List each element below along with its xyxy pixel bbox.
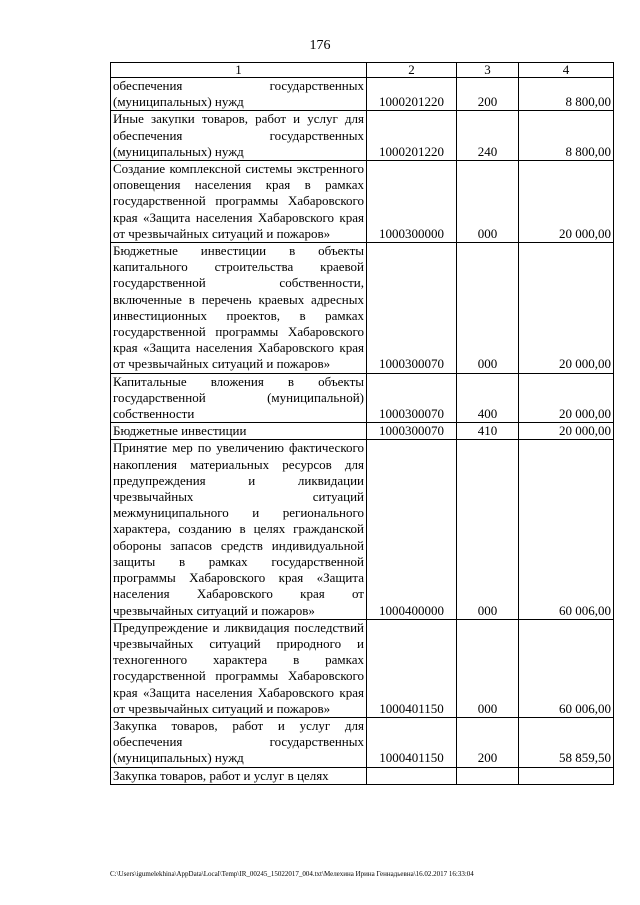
row-amount: 60 006,00: [519, 619, 614, 717]
row-name: Создание комплексной системы экстренного оповещения населения края в рамках государственной программы Хабаровского края «Защита населения Хабаровского края от чрезвычайных ситуаций и пожаров»: [111, 161, 367, 243]
row-code: 1000401150: [367, 619, 457, 717]
row-code: [367, 767, 457, 784]
table-row: [111, 78, 614, 111]
row-name: Закупка товаров, работ и услуг для обеспечения государственных (муниципальных) нужд: [111, 717, 367, 767]
table-row: [111, 619, 614, 717]
row-name: Иные закупки товаров, работ и услуг для обеспечения государственных (муниципальных) нужд: [111, 111, 367, 161]
row-amount: 20 000,00: [519, 161, 614, 243]
page-number: 176: [309, 38, 331, 53]
row-type: 200: [457, 717, 519, 767]
row-type: 240: [457, 111, 519, 161]
table-row: [111, 717, 614, 767]
row-name: Принятие мер по увеличению фактического накопления материальных ресурсов для предупреждения и ликвидации чрезвычайных ситуаций межмуниципального и регионального характера, созданию в целях гражданской обороны запасов средств индивидуальной защиты в рамках государственной программы Хабаровского края «Защита населения Хабаровского края от чрезвычайных ситуаций и пожаров»: [111, 440, 367, 619]
table-row: [111, 767, 614, 784]
row-code: 1000300070: [367, 243, 457, 374]
row-code: 1000201220: [367, 111, 457, 161]
table-header-row: [111, 63, 614, 78]
row-type: 000: [457, 243, 519, 374]
row-name: обеспечения государственных (муниципальных) нужд: [111, 78, 367, 111]
row-name: Бюджетные инвестиции в объекты капитального строительства краевой государственной собственности, включенные в перечень краевых адресных инвестиционных проектов, в рамках государственной программы Хабаровского края «Защита населения Хабаровского края от чрезвычайных ситуаций и пожаров»: [111, 243, 367, 374]
column-header-4: 4: [519, 63, 614, 78]
row-type: 400: [457, 373, 519, 423]
table-row: [111, 373, 614, 423]
row-code: 1000300070: [367, 423, 457, 440]
table-row: [111, 423, 614, 440]
row-code: 1000201220: [367, 78, 457, 111]
footer-file-path: C:\Users\igumelekhina\AppData\Local\Temp\IR_00245_15022017_004.txt\Мелехина Ирина Геннадьевна\16.02.2017 16:33:04: [110, 870, 474, 878]
row-amount: 8 800,00: [519, 78, 614, 111]
table-row: [111, 440, 614, 619]
row-amount: [519, 767, 614, 784]
row-amount: 20 000,00: [519, 373, 614, 423]
row-code: 1000300000: [367, 161, 457, 243]
row-type: [457, 767, 519, 784]
row-amount: 58 859,50: [519, 717, 614, 767]
row-amount: 20 000,00: [519, 423, 614, 440]
row-type: 000: [457, 619, 519, 717]
row-code: 1000300070: [367, 373, 457, 423]
table-row: [111, 243, 614, 374]
row-code: 1000400000: [367, 440, 457, 619]
row-code: 1000401150: [367, 717, 457, 767]
table-row: [111, 161, 614, 243]
row-name: Бюджетные инвестиции: [111, 423, 367, 440]
row-amount: 8 800,00: [519, 111, 614, 161]
row-amount: 20 000,00: [519, 243, 614, 374]
budget-table: [110, 62, 614, 785]
row-type: 000: [457, 161, 519, 243]
column-header-3: 3: [457, 63, 519, 78]
row-type: 410: [457, 423, 519, 440]
column-header-1: 1: [111, 63, 367, 78]
row-name: Капитальные вложения в объекты государственной (муниципальной) собственности: [111, 373, 367, 423]
row-name: Закупка товаров, работ и услуг в целях: [111, 767, 367, 784]
table-row: [111, 111, 614, 161]
column-header-2: 2: [367, 63, 457, 78]
row-amount: 60 006,00: [519, 440, 614, 619]
row-type: 000: [457, 440, 519, 619]
row-type: 200: [457, 78, 519, 111]
row-name: Предупреждение и ликвидация последствий чрезвычайных ситуаций природного и техногенного характера в рамках государственной программы Хабаровского края «Защита населения Хабаровского края от чрезвычайных ситуаций и пожаров»: [111, 619, 367, 717]
